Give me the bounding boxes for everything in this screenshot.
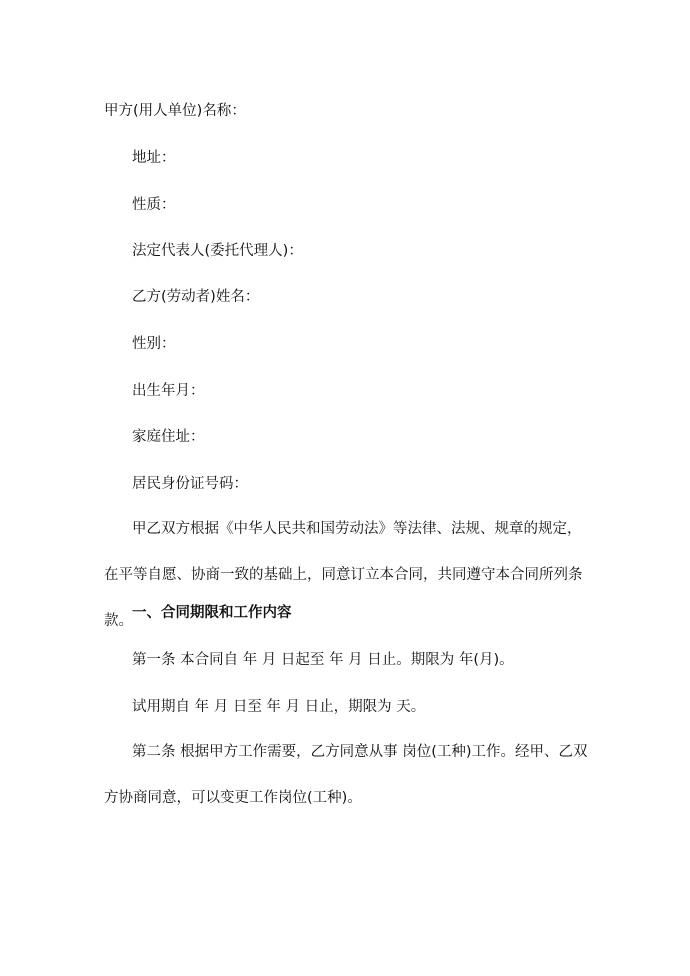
article-one: 第一条 本合同自 年 月 日起至 年 月 日止。期限为 年(月)。 [132, 652, 514, 668]
probation-clause: 试用期自 年 月 日至 年 月 日止，期限为 天。 [132, 699, 426, 715]
address-field: 地址： [132, 150, 176, 166]
section-heading: 一、合同期限和工作内容 [132, 605, 292, 621]
birth-date-field: 出生年月： [132, 383, 205, 399]
gender-field: 性别： [132, 336, 176, 352]
nature-field: 性质： [132, 197, 176, 213]
intro-paragraph: 甲乙双方根据《中华人民共和国劳动法》等法律、法规、规章的规定，在平等自愿、协商一致的基础上，同意订立本合同，共同遵守本合同所列条款。 [104, 521, 583, 629]
legal-representative-field: 法定代表人(委托代理人)： [132, 243, 303, 259]
employee-name-field: 乙方(劳动者)姓名： [132, 289, 260, 305]
home-address-field: 家庭住址： [132, 429, 205, 445]
article-two: 第二条 根据甲方工作需要，乙方同意从事 岗位(工种)工作。经甲、乙双方协商同意，可以变更工作岗位(工种)。 [104, 744, 588, 806]
id-number-field: 居民身份证号码： [132, 476, 248, 492]
employer-name-field: 甲方(用人单位)名称： [104, 103, 246, 119]
